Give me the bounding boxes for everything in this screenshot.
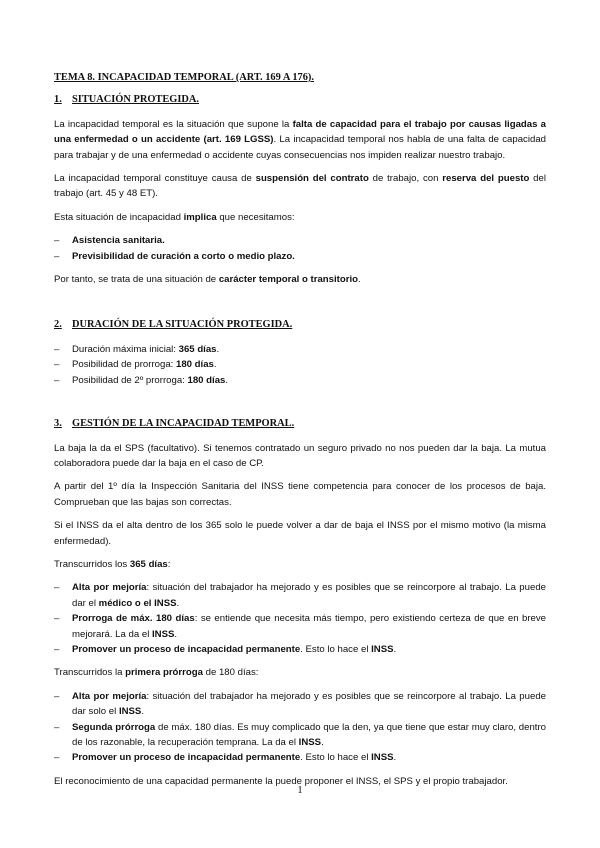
- paragraph: [54, 665, 546, 680]
- bold-text: falta de capacidad para el trabajo por causas ligadas a una enfermedad o un accidente: [54, 118, 546, 146]
- section-1-heading: [54, 92, 546, 107]
- bold-text: Promover un proceso de incapacidad permanente: [72, 643, 301, 655]
- paragraph: [54, 557, 546, 572]
- text: La incapacidad temporal es la situación que supone la: [54, 118, 293, 130]
- text: del trabajo (art. 45 y 48 ET).: [54, 173, 546, 200]
- bold-text: Promover un proceso de incapacidad permanente: [72, 752, 301, 764]
- text: .: [321, 737, 324, 748]
- text: .: [393, 752, 397, 764]
- paragraph: La baja la da el SPS (facultativo). Si tenemos contratado un seguro privado no nos pueden dar la baja. La mutua colaboradora puede dar la baja en el caso de CP.: [54, 442, 546, 469]
- text: .: [141, 706, 145, 718]
- text: : situación del trabajador ha mejorado y es posibles que se reincorpore al trabajo. La puede dar solo el: [72, 690, 546, 718]
- list-item: [54, 357, 546, 372]
- section-title: SITUACIÓN PROTEGIDA.: [72, 94, 200, 106]
- list-item: [54, 720, 546, 751]
- text: .: [216, 343, 220, 355]
- text: La incapacidad temporal constituye causa de: [54, 173, 256, 185]
- list-item: [54, 233, 546, 248]
- bold-text: 180 días: [176, 359, 214, 371]
- list-item: [54, 750, 546, 765]
- bold-text: INSS: [371, 752, 394, 764]
- bold-text: médico o el INSS: [98, 597, 177, 609]
- section-title: DURACIÓN DE LA SITUACIÓN PROTEGIDA.: [72, 319, 293, 331]
- list-item: [54, 342, 546, 357]
- text: . Esto lo hace el: [300, 643, 372, 655]
- paragraph: [54, 272, 546, 287]
- bold-text: Alta por mejoría: [72, 690, 147, 702]
- list-item: [54, 249, 546, 264]
- section-2-heading: [54, 317, 546, 332]
- text: que necesitamos:: [216, 211, 295, 223]
- bold-text: Segunda prórroga: [72, 721, 156, 733]
- paragraph: Si el INSS da el alta dentro de los 365 solo le puede volver a dar de baja el INSS por el mismo motivo (la misma enfermedad).: [54, 520, 546, 547]
- text: Posibilidad de 2º prorroga:: [72, 374, 188, 386]
- text: .: [225, 374, 229, 386]
- bold-text: INSS: [118, 706, 142, 718]
- bold-text: Previsibilidad de curación a corto o medio plazo.: [72, 250, 295, 262]
- text: : situación del trabajador ha mejorado y es posibles que se reincorpore al trabajo. La puede dar el: [72, 582, 546, 609]
- bold-text: INSS: [371, 643, 394, 655]
- list-item: [54, 580, 546, 611]
- bullet-list: [54, 233, 546, 264]
- section-number: 1.: [54, 94, 62, 106]
- bold-text: primera prórroga: [125, 667, 203, 679]
- section-title: GESTIÓN DE LA INCAPACIDAD TEMPORAL.: [72, 418, 295, 430]
- bold-text: (art. 169 LGSS): [203, 134, 274, 146]
- text: Por tanto, se trata de una situación de: [54, 274, 219, 286]
- text: .: [357, 274, 361, 286]
- bullet-list: [54, 580, 546, 657]
- text: . La incapacidad temporal nos habla de una falta de capacidad para trabajar y de una enfermedad o accidente cuyas consecuencias nos impiden realizar nuestro trabajo.: [54, 134, 546, 161]
- text: Posibilidad de prorroga:: [72, 359, 176, 371]
- section-number: 2.: [54, 319, 62, 331]
- bold-text: suspensión del contrato: [255, 173, 369, 185]
- text: . Esto lo hace el: [300, 752, 372, 764]
- paragraph: El reconocimiento de una capacidad permanente la puede proponer el INSS, el SPS y el propio trabajador.: [54, 775, 508, 787]
- text: de máx. 180 días. Es muy complicado que la den, ya que tiene que estar muy claro, dentro de los razonable, la recuperación temprana. La da el: [72, 721, 546, 748]
- paragraph: A partir del 1º día la Inspección Sanitaria del INSS tiene competencia para conocer de los procesos de baja. Comprueban que las bajas son correctas.: [54, 481, 546, 508]
- bold-text: INSS: [298, 737, 322, 748]
- text: Transcurridos los: [54, 558, 130, 570]
- bold-text: carácter temporal o transitorio: [218, 274, 358, 286]
- paragraph: [54, 117, 546, 163]
- document-title: TEMA 8. INCAPACIDAD TEMPORAL (ART. 169 A 176).: [54, 72, 314, 83]
- bold-text: implica: [183, 211, 217, 223]
- bullet-list: [54, 342, 546, 388]
- page-number: 1: [297, 785, 303, 796]
- list-item: [54, 373, 546, 388]
- text: Esta situación de incapacidad: [54, 211, 184, 223]
- text: .: [213, 359, 217, 371]
- text: : se entiende que necesita más tiempo, pero existiendo certeza de que en breve mejorará. La da el: [72, 613, 546, 640]
- list-item: [54, 611, 546, 642]
- text: de 180 días:: [202, 667, 259, 679]
- section-3-heading: [54, 416, 546, 431]
- text: :: [167, 558, 171, 570]
- bold-text: Prorroga de máx. 180 días: [72, 613, 195, 625]
- bold-text: INSS: [152, 628, 175, 640]
- paragraph: [54, 210, 546, 225]
- list-item: [54, 642, 546, 657]
- text: .: [176, 597, 180, 609]
- bold-text: 180 días: [187, 374, 226, 386]
- text: Duración máxima inicial:: [72, 343, 179, 355]
- bullet-list: [54, 689, 546, 766]
- bold-text: Alta por mejoría: [72, 582, 147, 594]
- text: Transcurridos la: [54, 667, 126, 679]
- text: de trabajo, con: [368, 173, 443, 185]
- bold-text: 365 días: [178, 343, 217, 355]
- text: .: [174, 628, 178, 640]
- paragraph: [54, 171, 546, 202]
- list-item: [54, 689, 546, 720]
- bold-text: 365 días: [129, 558, 168, 570]
- bold-text: Asistencia sanitaria.: [72, 235, 165, 247]
- bold-text: reserva del puesto: [442, 173, 530, 185]
- section-number: 3.: [54, 418, 62, 430]
- text: .: [393, 643, 397, 655]
